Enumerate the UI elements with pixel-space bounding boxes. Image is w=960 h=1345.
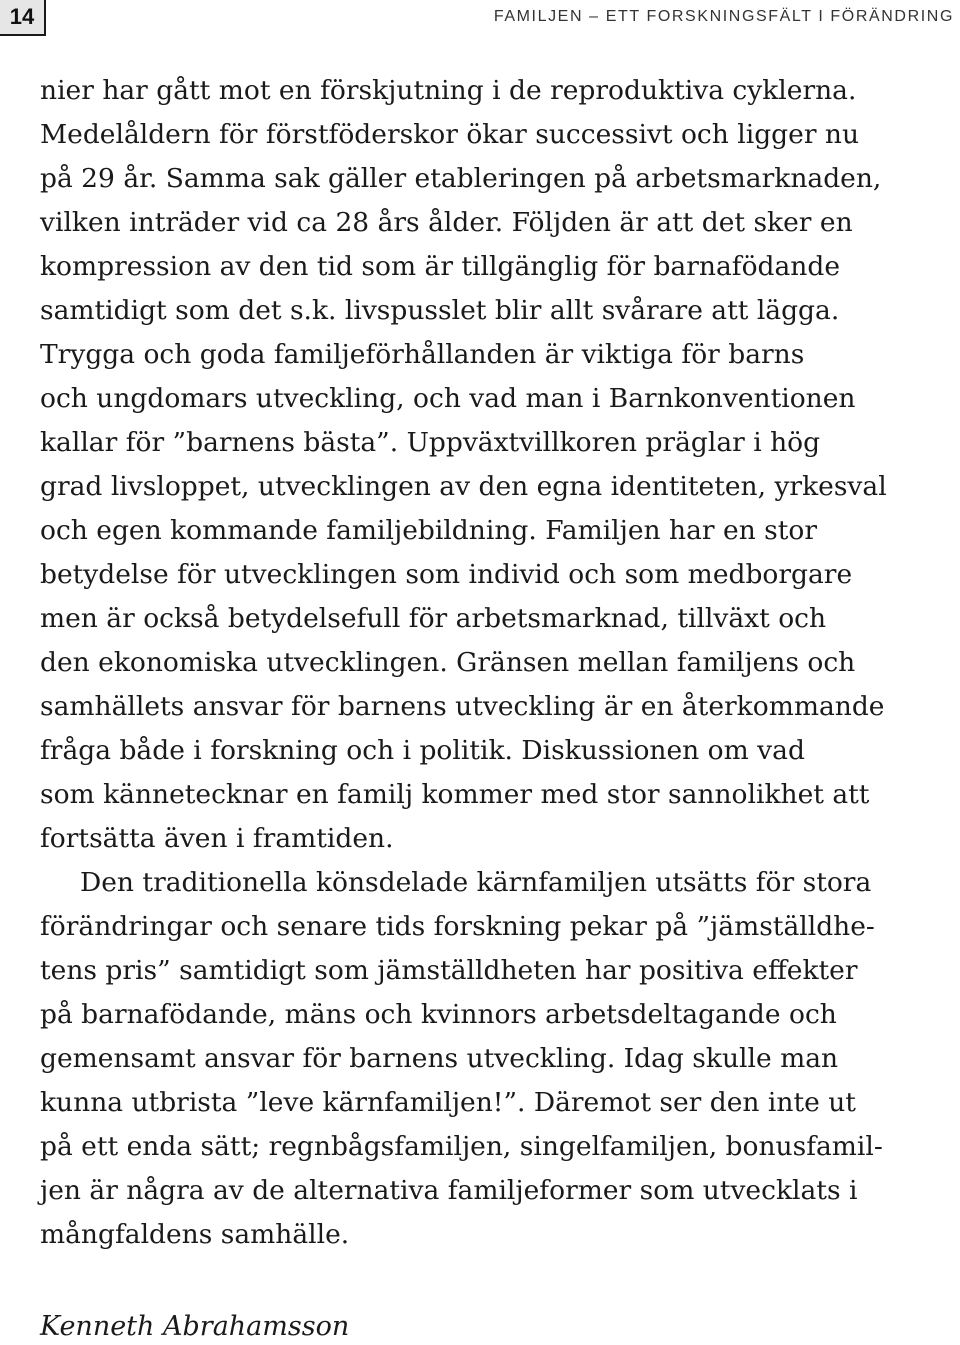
text-line: kallar för ”barnens bästa”. Uppväxtvillkoren präglar i hög [40,427,821,458]
text-line: gemensamt ansvar för barnens utveckling. Idag skulle man [40,1043,839,1074]
text-line: och egen kommande familjebildning. Familjen har en stor [40,515,818,546]
page-number: 14 [0,0,46,36]
text-line: fråga både i forskning och i politik. Diskussionen om vad [40,735,805,766]
text-line: Trygga och goda familjeförhållanden är viktiga för barns [40,339,805,370]
body-text [40,69,925,1257]
paragraph-2 [40,861,925,1257]
paragraph-1 [40,69,925,861]
text-line: samtidigt som det s.k. livspusslet blir allt svårare att lägga. [40,295,840,326]
text-line: Den traditionella könsdelade kärnfamiljen utsätts för stora [80,867,872,898]
text-line: vilken inträder vid ca 28 års ålder. Följden är att det sker en [40,207,853,238]
running-title: FAMILJEN – ETT FORSKNINGSFÄLT I FÖRÄNDRING [493,8,954,25]
text-line: kompression av den tid som är tillgänglig för barnafödande [40,251,841,282]
text-line: på barnafödande, mäns och kvinnors arbetsdeltagande och [40,999,837,1030]
text-line: grad livsloppet, utvecklingen av den egna identiteten, yrkesval [40,471,887,502]
text-line: på ett enda sätt; regnbågsfamiljen, singelfamiljen, bonusfamil- [40,1131,883,1162]
text-line: samhällets ansvar för barnens utveckling är en återkommande [40,691,885,722]
text-line: men är också betydelsefull för arbetsmarknad, tillväxt och [40,603,827,634]
text-line: fortsätta även i framtiden. [40,823,394,854]
text-line: nier har gått mot en förskjutning i de reproduktiva cyklerna. [40,75,857,106]
text-line: jen är några av de alternativa familjeformer som utvecklats i [40,1175,858,1206]
author-signature: Kenneth Abrahamsson [40,1311,350,1342]
text-line: betydelse för utvecklingen som individ och som medborgare [40,559,853,590]
page-header [0,0,960,36]
text-line: förändringar och senare tids forskning pekar på ”jämställdhe- [40,911,875,942]
text-line: den ekonomiska utvecklingen. Gränsen mellan familjens och [40,647,856,678]
text-line: tens pris” samtidigt som jämställdheten har positiva effekter [40,955,858,986]
text-line: Medelåldern för förstföderskor ökar successivt och ligger nu [40,119,860,150]
text-line: som kännetecknar en familj kommer med stor sannolikhet att [40,779,870,810]
text-line: på 29 år. Samma sak gäller etableringen på arbetsmarknaden, [40,163,882,194]
text-line: och ungdomars utveckling, och vad man i Barnkonventionen [40,383,856,414]
text-line: mångfaldens samhälle. [40,1219,350,1250]
text-line: kunna utbrista ”leve kärnfamiljen!”. Däremot ser den inte ut [40,1087,856,1118]
